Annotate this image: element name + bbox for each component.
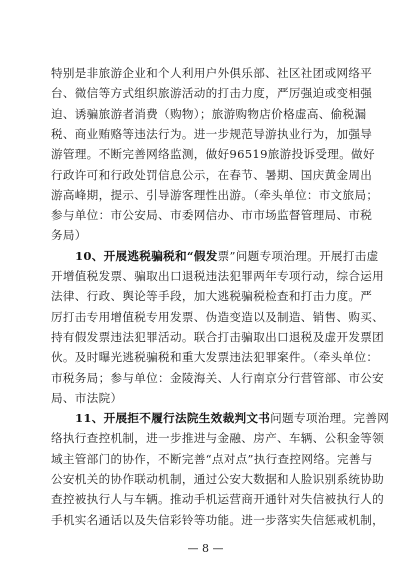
text-line xyxy=(51,106,367,121)
text-line xyxy=(51,126,373,141)
heading-text: 11、开展拒不履行法院生效裁判文书 xyxy=(75,411,271,426)
line-text: 特别是非旅游企业和个人利用户外俱乐部、社区社团或网络平 xyxy=(51,66,373,80)
line-text: 游管理。不断完善网络监测，做好96519旅游投诉受理。做好 xyxy=(51,147,375,162)
line-text: 开增值税发票、骗取出口退税违法犯罪两年专项行动，综合运用 xyxy=(51,269,385,283)
text-line xyxy=(51,350,379,365)
text-line xyxy=(75,248,379,263)
text-line xyxy=(51,167,373,182)
text-line xyxy=(51,451,373,466)
text-line xyxy=(51,86,373,101)
text-line xyxy=(51,512,385,527)
line-text: 查控被执行人与车辆。推动手机运营商开通针对失信被执行人的 xyxy=(51,492,385,507)
text-line xyxy=(51,370,385,385)
text-line xyxy=(51,472,385,486)
text-line xyxy=(51,208,373,223)
line-text: 迫、诱骗旅游者消费（购物）；旅游购物店价格虚高、偷税漏 xyxy=(51,106,367,121)
line-text: 行政许可和行政处罚信息公示，在春节、暑期、国庆黄金周出 xyxy=(51,167,373,182)
text-line xyxy=(51,147,375,162)
line-text: 伙。及时曝光逃税骗税和重大发票违法犯罪案件。（牵头单位： xyxy=(51,350,379,365)
line-text: 络执行查控机制，进一步推进与金融、房产、车辆、公积金等领 xyxy=(51,431,385,446)
line-text: 市税务局；参与单位：金陵海关、人行南京分行营管部、市公安 xyxy=(51,370,385,385)
line-text: 参与单位：市公安局、市委网信办、市市场监督管理局、市税 xyxy=(51,208,373,223)
line-text: 厉打击专用增值税专用发票、伪造变造以及制造、销售、购买、 xyxy=(51,309,385,324)
line-text: 公安机关的协作联动机制，通过公安大数据和人脸识别系统协助 xyxy=(51,472,385,486)
text-line xyxy=(51,269,385,283)
page-number: — 8 — xyxy=(187,542,224,555)
text-line xyxy=(51,289,373,304)
text-line xyxy=(51,228,359,242)
line-text: 域主管部门的协作，不断完善“点对点”执行查控网络。完善与 xyxy=(51,451,373,466)
line-text: 票”问题专项治理。开展打击虚 xyxy=(217,248,379,263)
line-text: 持有假发票违法犯罪活动。联合打击骗取出口退税及虚开发票团 xyxy=(51,329,385,344)
line-text: 税、商业贿赂等违法行为。进一步规范导游执业行为，加强导 xyxy=(51,126,373,141)
text-line xyxy=(51,66,373,80)
line-text: 台、微信等方式组织旅游活动的打击力度，严厉强迫或变相强 xyxy=(51,86,373,101)
line-text: 问题专项治理。完善网 xyxy=(270,411,390,426)
line-text: 法律、行政、舆论等手段，加大逃税骗税检查和打击力度。严 xyxy=(51,289,373,304)
text-line xyxy=(51,431,385,446)
text-line xyxy=(51,309,385,324)
text-line xyxy=(51,391,359,405)
text-line xyxy=(75,411,390,426)
text-line xyxy=(51,187,379,202)
text-line xyxy=(51,329,385,344)
line-text: 务局） xyxy=(51,228,87,243)
heading-text: 10、开展逃税骗税和“假发 xyxy=(75,248,218,263)
line-text: 游高峰期，提示、引导游客理性出游。（牵头单位：市文旅局； xyxy=(51,187,379,202)
line-text: 局、市法院） xyxy=(51,390,123,405)
text-line xyxy=(51,492,385,507)
line-text: 手机实名通话以及失信彩铃等功能。进一步落实失信惩戒机制， xyxy=(51,512,385,527)
